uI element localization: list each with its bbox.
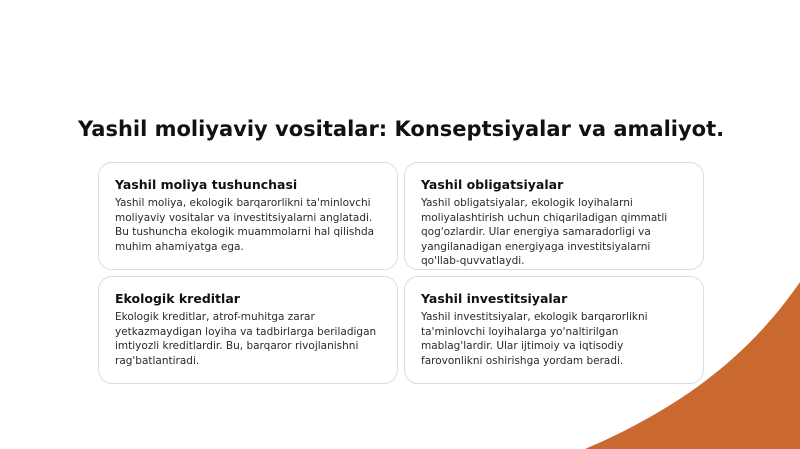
card-title: Yashil moliya tushunchasi [115,177,298,192]
card-title: Ekologik kreditlar [115,291,240,306]
card-text: Yashil moliya, ekologik barqarorlikni ta'minlovchi moliyaviy vositalar va investitsiyalarni anglatadi. Bu tushuncha ekologik muammolarni hal qilishda muhim ahamiyatga ega. [115,197,375,253]
card-title: Yashil investitsiyalar [421,291,568,306]
card-text: Yashil investitsiyalar, ekologik barqarorlikni ta'minlovchi loyihalarga yo'naltirilgan mablag'lardir. Ular ijtimoiy va iqtisodiy farovonlikni oshirishga yordam beradi. [421,311,648,367]
card-text: Ekologik kreditlar, atrof-muhitga zarar yetkazmaydigan loyiha va tadbirlarga beriladigan imtiyozli kreditlardir. Bu, barqaror rivojlanishni rag'batlantiradi. [115,311,377,367]
card-title: Yashil obligatsiyalar [421,177,564,192]
card-green-finance-concept [98,162,398,270]
card-green-bonds [404,162,704,270]
card-text: Yashil obligatsiyalar, ekologik loyihalarni moliyalashtirish uchun chiqariladigan qimmatli qog'ozlardir. Ular energiya samaradorligi va yangilanadigan energiyaga investitsiyalarni qo'llab-quvvatlaydi. [421,197,668,267]
slide-title: Yashil moliyaviy vositalar: Konseptsiyalar va amaliyot. [78,117,725,141]
card-green-investments [404,276,704,384]
card-ecological-credits [98,276,398,384]
